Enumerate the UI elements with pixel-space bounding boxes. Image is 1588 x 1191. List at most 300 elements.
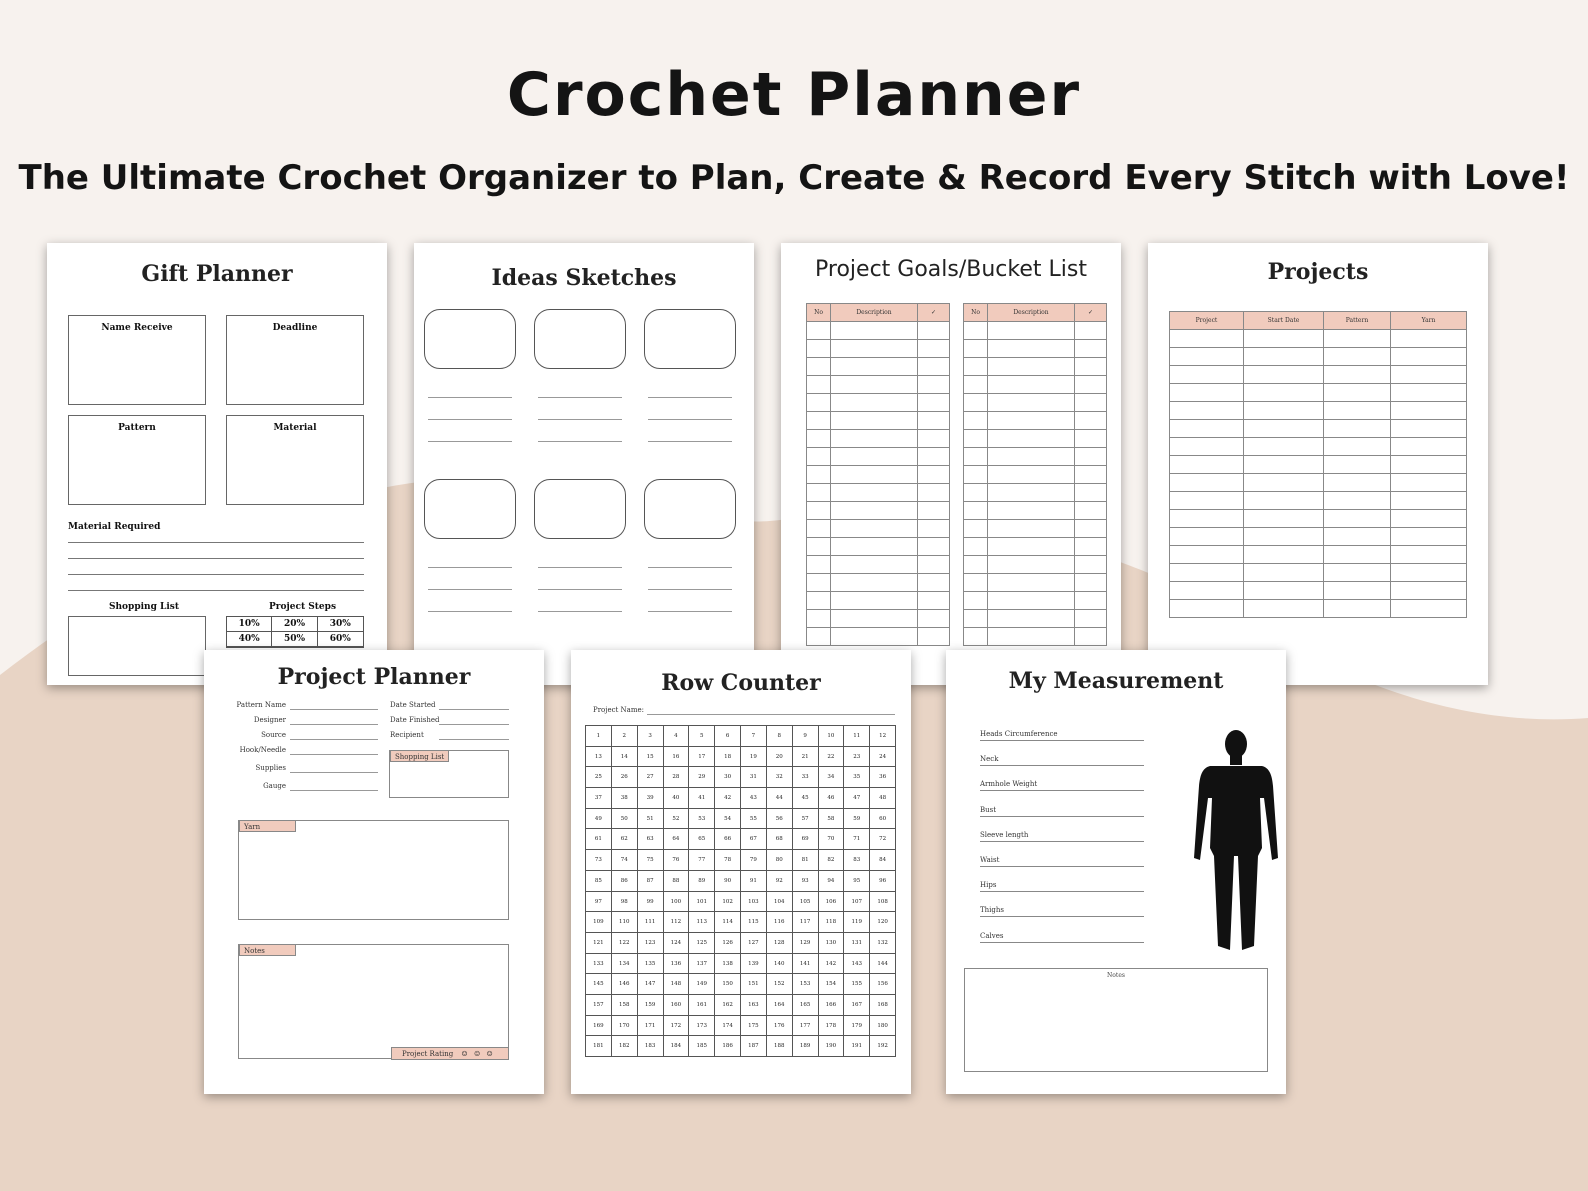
table-cell[interactable] bbox=[1324, 510, 1391, 528]
table-cell[interactable] bbox=[1244, 330, 1324, 348]
table-cell[interactable] bbox=[807, 340, 831, 358]
table-cell[interactable] bbox=[1170, 546, 1244, 564]
rating-smile-icon[interactable]: ☺ bbox=[473, 1050, 481, 1058]
row-cell[interactable]: 105 bbox=[793, 892, 819, 913]
table-cell[interactable] bbox=[988, 520, 1075, 538]
table-cell[interactable] bbox=[918, 520, 950, 538]
table-cell[interactable] bbox=[964, 340, 988, 358]
table-cell[interactable] bbox=[807, 322, 831, 340]
row-cell[interactable]: 40 bbox=[664, 788, 690, 809]
table-cell[interactable] bbox=[1075, 592, 1107, 610]
row-cell[interactable]: 129 bbox=[793, 933, 819, 954]
row-cell[interactable]: 131 bbox=[844, 933, 870, 954]
table-cell[interactable] bbox=[831, 520, 918, 538]
row-cell[interactable]: 77 bbox=[689, 850, 715, 871]
row-cell[interactable]: 88 bbox=[664, 871, 690, 892]
table-cell[interactable] bbox=[964, 484, 988, 502]
table-cell[interactable] bbox=[1170, 582, 1244, 600]
table-cell[interactable] bbox=[964, 394, 988, 412]
table-cell[interactable] bbox=[988, 484, 1075, 502]
row-cell[interactable]: 167 bbox=[844, 995, 870, 1016]
row-cell[interactable]: 127 bbox=[741, 933, 767, 954]
row-cell[interactable]: 155 bbox=[844, 974, 870, 995]
table-cell[interactable] bbox=[831, 430, 918, 448]
row-cell[interactable]: 86 bbox=[612, 871, 638, 892]
table-cell[interactable] bbox=[1391, 564, 1467, 582]
table-cell[interactable] bbox=[1075, 628, 1107, 646]
table-cell[interactable] bbox=[831, 466, 918, 484]
row-cell[interactable]: 76 bbox=[664, 850, 690, 871]
table-cell[interactable] bbox=[918, 448, 950, 466]
table-cell[interactable] bbox=[988, 394, 1075, 412]
row-cell[interactable]: 3 bbox=[638, 726, 664, 747]
table-cell[interactable] bbox=[1391, 420, 1467, 438]
row-cell[interactable]: 33 bbox=[793, 767, 819, 788]
row-cell[interactable]: 156 bbox=[870, 974, 896, 995]
table-cell[interactable] bbox=[918, 358, 950, 376]
row-cell[interactable]: 106 bbox=[819, 892, 845, 913]
table-cell[interactable] bbox=[918, 466, 950, 484]
row-cell[interactable]: 170 bbox=[612, 1016, 638, 1037]
table-cell[interactable] bbox=[831, 358, 918, 376]
row-cell[interactable]: 70 bbox=[819, 829, 845, 850]
row-cell[interactable]: 172 bbox=[664, 1016, 690, 1037]
table-cell[interactable] bbox=[964, 592, 988, 610]
table-cell[interactable] bbox=[918, 628, 950, 646]
table-cell[interactable] bbox=[831, 340, 918, 358]
row-cell[interactable]: 65 bbox=[689, 829, 715, 850]
row-cell[interactable]: 181 bbox=[586, 1036, 612, 1057]
table-cell[interactable] bbox=[1391, 528, 1467, 546]
row-cell[interactable]: 48 bbox=[870, 788, 896, 809]
table-cell[interactable] bbox=[988, 322, 1075, 340]
table-cell[interactable] bbox=[1391, 492, 1467, 510]
table-cell[interactable] bbox=[1244, 546, 1324, 564]
table-cell[interactable] bbox=[831, 322, 918, 340]
table-cell[interactable] bbox=[988, 628, 1075, 646]
row-cell[interactable]: 91 bbox=[741, 871, 767, 892]
row-cell[interactable]: 85 bbox=[586, 871, 612, 892]
row-cell[interactable]: 175 bbox=[741, 1016, 767, 1037]
row-cell[interactable]: 7 bbox=[741, 726, 767, 747]
table-cell[interactable] bbox=[988, 592, 1075, 610]
table-cell[interactable] bbox=[1170, 330, 1244, 348]
row-cell[interactable]: 124 bbox=[664, 933, 690, 954]
table-cell[interactable] bbox=[1324, 420, 1391, 438]
row-cell[interactable]: 96 bbox=[870, 871, 896, 892]
table-cell[interactable] bbox=[807, 574, 831, 592]
row-cell[interactable]: 84 bbox=[870, 850, 896, 871]
table-cell[interactable] bbox=[831, 556, 918, 574]
row-cell[interactable]: 73 bbox=[586, 850, 612, 871]
table-cell[interactable] bbox=[1170, 564, 1244, 582]
row-cell[interactable]: 68 bbox=[767, 829, 793, 850]
table-cell[interactable] bbox=[1244, 402, 1324, 420]
table-cell[interactable] bbox=[988, 556, 1075, 574]
table-cell[interactable] bbox=[1244, 528, 1324, 546]
row-cell[interactable]: 117 bbox=[793, 912, 819, 933]
table-cell[interactable] bbox=[1324, 600, 1391, 618]
table-cell[interactable] bbox=[1075, 376, 1107, 394]
table-cell[interactable] bbox=[1391, 456, 1467, 474]
row-cell[interactable]: 19 bbox=[741, 747, 767, 768]
row-cell[interactable]: 89 bbox=[689, 871, 715, 892]
table-cell[interactable] bbox=[807, 538, 831, 556]
row-cell[interactable]: 116 bbox=[767, 912, 793, 933]
table-cell[interactable] bbox=[918, 556, 950, 574]
row-cell[interactable]: 55 bbox=[741, 809, 767, 830]
row-cell[interactable]: 183 bbox=[638, 1036, 664, 1057]
table-cell[interactable] bbox=[807, 592, 831, 610]
row-cell[interactable]: 94 bbox=[819, 871, 845, 892]
table-cell[interactable] bbox=[807, 502, 831, 520]
row-cell[interactable]: 8 bbox=[767, 726, 793, 747]
row-cell[interactable]: 61 bbox=[586, 829, 612, 850]
row-cell[interactable]: 87 bbox=[638, 871, 664, 892]
table-cell[interactable] bbox=[807, 376, 831, 394]
table-cell[interactable] bbox=[1391, 438, 1467, 456]
row-cell[interactable]: 146 bbox=[612, 974, 638, 995]
row-cell[interactable]: 22 bbox=[819, 747, 845, 768]
row-cell[interactable]: 121 bbox=[586, 933, 612, 954]
row-cell[interactable]: 145 bbox=[586, 974, 612, 995]
row-cell[interactable]: 184 bbox=[664, 1036, 690, 1057]
row-cell[interactable]: 187 bbox=[741, 1036, 767, 1057]
table-cell[interactable] bbox=[807, 466, 831, 484]
table-cell[interactable] bbox=[1170, 456, 1244, 474]
table-cell[interactable] bbox=[918, 484, 950, 502]
row-cell[interactable]: 189 bbox=[793, 1036, 819, 1057]
table-cell[interactable] bbox=[988, 574, 1075, 592]
table-cell[interactable] bbox=[1391, 474, 1467, 492]
row-cell[interactable]: 6 bbox=[715, 726, 741, 747]
row-cell[interactable]: 27 bbox=[638, 767, 664, 788]
row-cell[interactable]: 179 bbox=[844, 1016, 870, 1037]
table-cell[interactable] bbox=[1075, 412, 1107, 430]
row-cell[interactable]: 50 bbox=[612, 809, 638, 830]
row-cell[interactable]: 180 bbox=[870, 1016, 896, 1037]
table-cell[interactable] bbox=[1244, 492, 1324, 510]
table-cell[interactable] bbox=[807, 484, 831, 502]
table-cell[interactable] bbox=[1170, 402, 1244, 420]
row-cell[interactable]: 16 bbox=[664, 747, 690, 768]
row-cell[interactable]: 80 bbox=[767, 850, 793, 871]
row-cell[interactable]: 100 bbox=[664, 892, 690, 913]
row-cell[interactable]: 42 bbox=[715, 788, 741, 809]
table-cell[interactable] bbox=[1324, 330, 1391, 348]
row-cell[interactable]: 31 bbox=[741, 767, 767, 788]
row-cell[interactable]: 173 bbox=[689, 1016, 715, 1037]
table-cell[interactable] bbox=[1324, 402, 1391, 420]
table-cell[interactable] bbox=[1324, 384, 1391, 402]
table-cell[interactable] bbox=[1391, 402, 1467, 420]
row-cell[interactable]: 24 bbox=[870, 747, 896, 768]
row-cell[interactable]: 37 bbox=[586, 788, 612, 809]
row-cell[interactable]: 10 bbox=[819, 726, 845, 747]
table-cell[interactable] bbox=[1075, 502, 1107, 520]
table-cell[interactable] bbox=[831, 628, 918, 646]
table-cell[interactable] bbox=[964, 538, 988, 556]
table-cell[interactable] bbox=[1075, 358, 1107, 376]
row-cell[interactable]: 150 bbox=[715, 974, 741, 995]
row-cell[interactable]: 20 bbox=[767, 747, 793, 768]
table-cell[interactable] bbox=[988, 610, 1075, 628]
row-cell[interactable]: 141 bbox=[793, 954, 819, 975]
table-cell[interactable] bbox=[964, 448, 988, 466]
row-cell[interactable]: 58 bbox=[819, 809, 845, 830]
table-cell[interactable] bbox=[1170, 492, 1244, 510]
row-cell[interactable]: 98 bbox=[612, 892, 638, 913]
row-cell[interactable]: 110 bbox=[612, 912, 638, 933]
table-cell[interactable] bbox=[1391, 510, 1467, 528]
table-cell[interactable] bbox=[1170, 420, 1244, 438]
row-cell[interactable]: 171 bbox=[638, 1016, 664, 1037]
row-cell[interactable]: 15 bbox=[638, 747, 664, 768]
table-cell[interactable] bbox=[831, 412, 918, 430]
row-cell[interactable]: 54 bbox=[715, 809, 741, 830]
row-cell[interactable]: 166 bbox=[819, 995, 845, 1016]
row-cell[interactable]: 136 bbox=[664, 954, 690, 975]
table-cell[interactable] bbox=[1324, 528, 1391, 546]
table-cell[interactable] bbox=[807, 610, 831, 628]
row-cell[interactable]: 186 bbox=[715, 1036, 741, 1057]
row-cell[interactable]: 57 bbox=[793, 809, 819, 830]
row-cell[interactable]: 39 bbox=[638, 788, 664, 809]
row-cell[interactable]: 64 bbox=[664, 829, 690, 850]
table-cell[interactable] bbox=[831, 574, 918, 592]
table-cell[interactable] bbox=[1170, 348, 1244, 366]
table-cell[interactable] bbox=[1075, 430, 1107, 448]
row-cell[interactable]: 160 bbox=[664, 995, 690, 1016]
row-cell[interactable]: 18 bbox=[715, 747, 741, 768]
row-cell[interactable]: 163 bbox=[741, 995, 767, 1016]
table-cell[interactable] bbox=[1075, 520, 1107, 538]
row-cell[interactable]: 34 bbox=[819, 767, 845, 788]
row-cell[interactable]: 148 bbox=[664, 974, 690, 995]
row-cell[interactable]: 190 bbox=[819, 1036, 845, 1057]
row-cell[interactable]: 29 bbox=[689, 767, 715, 788]
table-cell[interactable] bbox=[988, 466, 1075, 484]
row-cell[interactable]: 132 bbox=[870, 933, 896, 954]
row-cell[interactable]: 178 bbox=[819, 1016, 845, 1037]
table-cell[interactable] bbox=[1324, 582, 1391, 600]
table-cell[interactable] bbox=[1075, 556, 1107, 574]
row-cell[interactable]: 168 bbox=[870, 995, 896, 1016]
row-cell[interactable]: 164 bbox=[767, 995, 793, 1016]
row-cell[interactable]: 44 bbox=[767, 788, 793, 809]
table-cell[interactable] bbox=[831, 376, 918, 394]
table-cell[interactable] bbox=[831, 610, 918, 628]
row-cell[interactable]: 49 bbox=[586, 809, 612, 830]
table-cell[interactable] bbox=[964, 556, 988, 574]
table-cell[interactable] bbox=[1244, 366, 1324, 384]
row-cell[interactable]: 81 bbox=[793, 850, 819, 871]
row-cell[interactable]: 188 bbox=[767, 1036, 793, 1057]
row-cell[interactable]: 67 bbox=[741, 829, 767, 850]
row-cell[interactable]: 159 bbox=[638, 995, 664, 1016]
row-cell[interactable]: 1 bbox=[586, 726, 612, 747]
table-cell[interactable] bbox=[1075, 322, 1107, 340]
row-cell[interactable]: 13 bbox=[586, 747, 612, 768]
table-cell[interactable] bbox=[1075, 484, 1107, 502]
table-cell[interactable] bbox=[1391, 600, 1467, 618]
table-cell[interactable] bbox=[1075, 466, 1107, 484]
table-cell[interactable] bbox=[1244, 600, 1324, 618]
table-cell[interactable] bbox=[918, 538, 950, 556]
row-cell[interactable]: 185 bbox=[689, 1036, 715, 1057]
row-cell[interactable]: 52 bbox=[664, 809, 690, 830]
table-cell[interactable] bbox=[831, 394, 918, 412]
row-cell[interactable]: 83 bbox=[844, 850, 870, 871]
row-cell[interactable]: 161 bbox=[689, 995, 715, 1016]
row-cell[interactable]: 14 bbox=[612, 747, 638, 768]
row-cell[interactable]: 28 bbox=[664, 767, 690, 788]
row-cell[interactable]: 97 bbox=[586, 892, 612, 913]
row-cell[interactable]: 82 bbox=[819, 850, 845, 871]
row-cell[interactable]: 38 bbox=[612, 788, 638, 809]
row-cell[interactable]: 118 bbox=[819, 912, 845, 933]
table-cell[interactable] bbox=[807, 628, 831, 646]
row-cell[interactable]: 63 bbox=[638, 829, 664, 850]
row-cell[interactable]: 162 bbox=[715, 995, 741, 1016]
row-cell[interactable]: 125 bbox=[689, 933, 715, 954]
table-cell[interactable] bbox=[988, 358, 1075, 376]
row-cell[interactable]: 138 bbox=[715, 954, 741, 975]
table-cell[interactable] bbox=[807, 448, 831, 466]
row-cell[interactable]: 45 bbox=[793, 788, 819, 809]
table-cell[interactable] bbox=[807, 358, 831, 376]
table-cell[interactable] bbox=[1170, 510, 1244, 528]
row-cell[interactable]: 9 bbox=[793, 726, 819, 747]
table-cell[interactable] bbox=[988, 340, 1075, 358]
table-cell[interactable] bbox=[1075, 340, 1107, 358]
row-cell[interactable]: 113 bbox=[689, 912, 715, 933]
row-cell[interactable]: 151 bbox=[741, 974, 767, 995]
table-cell[interactable] bbox=[918, 394, 950, 412]
row-cell[interactable]: 30 bbox=[715, 767, 741, 788]
row-cell[interactable]: 154 bbox=[819, 974, 845, 995]
row-cell[interactable]: 102 bbox=[715, 892, 741, 913]
row-cell[interactable]: 74 bbox=[612, 850, 638, 871]
row-cell[interactable]: 114 bbox=[715, 912, 741, 933]
table-cell[interactable] bbox=[918, 592, 950, 610]
row-cell[interactable]: 119 bbox=[844, 912, 870, 933]
row-cell[interactable]: 109 bbox=[586, 912, 612, 933]
row-cell[interactable]: 137 bbox=[689, 954, 715, 975]
table-cell[interactable] bbox=[1075, 610, 1107, 628]
row-cell[interactable]: 174 bbox=[715, 1016, 741, 1037]
table-cell[interactable] bbox=[964, 430, 988, 448]
table-cell[interactable] bbox=[1324, 366, 1391, 384]
table-cell[interactable] bbox=[1075, 574, 1107, 592]
table-cell[interactable] bbox=[918, 502, 950, 520]
table-cell[interactable] bbox=[1244, 456, 1324, 474]
table-cell[interactable] bbox=[988, 430, 1075, 448]
row-cell[interactable]: 144 bbox=[870, 954, 896, 975]
table-cell[interactable] bbox=[1075, 448, 1107, 466]
table-cell[interactable] bbox=[1324, 348, 1391, 366]
row-cell[interactable]: 130 bbox=[819, 933, 845, 954]
row-cell[interactable]: 142 bbox=[819, 954, 845, 975]
row-cell[interactable]: 36 bbox=[870, 767, 896, 788]
row-cell[interactable]: 182 bbox=[612, 1036, 638, 1057]
table-cell[interactable] bbox=[807, 430, 831, 448]
table-cell[interactable] bbox=[964, 502, 988, 520]
row-cell[interactable]: 21 bbox=[793, 747, 819, 768]
row-cell[interactable]: 62 bbox=[612, 829, 638, 850]
row-cell[interactable]: 47 bbox=[844, 788, 870, 809]
table-cell[interactable] bbox=[807, 520, 831, 538]
table-cell[interactable] bbox=[988, 412, 1075, 430]
table-cell[interactable] bbox=[964, 358, 988, 376]
row-cell[interactable]: 135 bbox=[638, 954, 664, 975]
row-cell[interactable]: 101 bbox=[689, 892, 715, 913]
table-cell[interactable] bbox=[807, 412, 831, 430]
row-cell[interactable]: 78 bbox=[715, 850, 741, 871]
table-cell[interactable] bbox=[964, 376, 988, 394]
row-cell[interactable]: 43 bbox=[741, 788, 767, 809]
table-cell[interactable] bbox=[918, 574, 950, 592]
table-cell[interactable] bbox=[1244, 474, 1324, 492]
row-cell[interactable]: 75 bbox=[638, 850, 664, 871]
table-cell[interactable] bbox=[831, 502, 918, 520]
table-cell[interactable] bbox=[918, 430, 950, 448]
row-cell[interactable]: 165 bbox=[793, 995, 819, 1016]
table-cell[interactable] bbox=[1324, 492, 1391, 510]
row-cell[interactable]: 192 bbox=[870, 1036, 896, 1057]
table-cell[interactable] bbox=[964, 610, 988, 628]
row-cell[interactable]: 51 bbox=[638, 809, 664, 830]
rating-smile-icon[interactable]: ☺ bbox=[486, 1050, 493, 1058]
table-cell[interactable] bbox=[1170, 438, 1244, 456]
table-cell[interactable] bbox=[1170, 474, 1244, 492]
table-cell[interactable] bbox=[1244, 510, 1324, 528]
table-cell[interactable] bbox=[918, 610, 950, 628]
row-cell[interactable]: 4 bbox=[664, 726, 690, 747]
row-cell[interactable]: 107 bbox=[844, 892, 870, 913]
row-cell[interactable]: 152 bbox=[767, 974, 793, 995]
row-cell[interactable]: 126 bbox=[715, 933, 741, 954]
row-cell[interactable]: 46 bbox=[819, 788, 845, 809]
table-cell[interactable] bbox=[1391, 546, 1467, 564]
table-cell[interactable] bbox=[1324, 456, 1391, 474]
rating-smile-icon[interactable]: ☺ bbox=[461, 1050, 468, 1058]
table-cell[interactable] bbox=[807, 394, 831, 412]
table-cell[interactable] bbox=[1170, 528, 1244, 546]
row-cell[interactable]: 143 bbox=[844, 954, 870, 975]
row-cell[interactable]: 32 bbox=[767, 767, 793, 788]
table-cell[interactable] bbox=[1075, 394, 1107, 412]
table-cell[interactable] bbox=[1324, 546, 1391, 564]
table-cell[interactable] bbox=[964, 574, 988, 592]
row-cell[interactable]: 123 bbox=[638, 933, 664, 954]
table-cell[interactable] bbox=[918, 340, 950, 358]
table-cell[interactable] bbox=[964, 322, 988, 340]
row-cell[interactable]: 139 bbox=[741, 954, 767, 975]
row-cell[interactable]: 128 bbox=[767, 933, 793, 954]
row-cell[interactable]: 17 bbox=[689, 747, 715, 768]
row-cell[interactable]: 158 bbox=[612, 995, 638, 1016]
row-cell[interactable]: 72 bbox=[870, 829, 896, 850]
table-cell[interactable] bbox=[988, 448, 1075, 466]
row-cell[interactable]: 103 bbox=[741, 892, 767, 913]
row-cell[interactable]: 56 bbox=[767, 809, 793, 830]
table-cell[interactable] bbox=[988, 538, 1075, 556]
row-cell[interactable]: 23 bbox=[844, 747, 870, 768]
row-cell[interactable]: 35 bbox=[844, 767, 870, 788]
row-cell[interactable]: 122 bbox=[612, 933, 638, 954]
row-cell[interactable]: 11 bbox=[844, 726, 870, 747]
